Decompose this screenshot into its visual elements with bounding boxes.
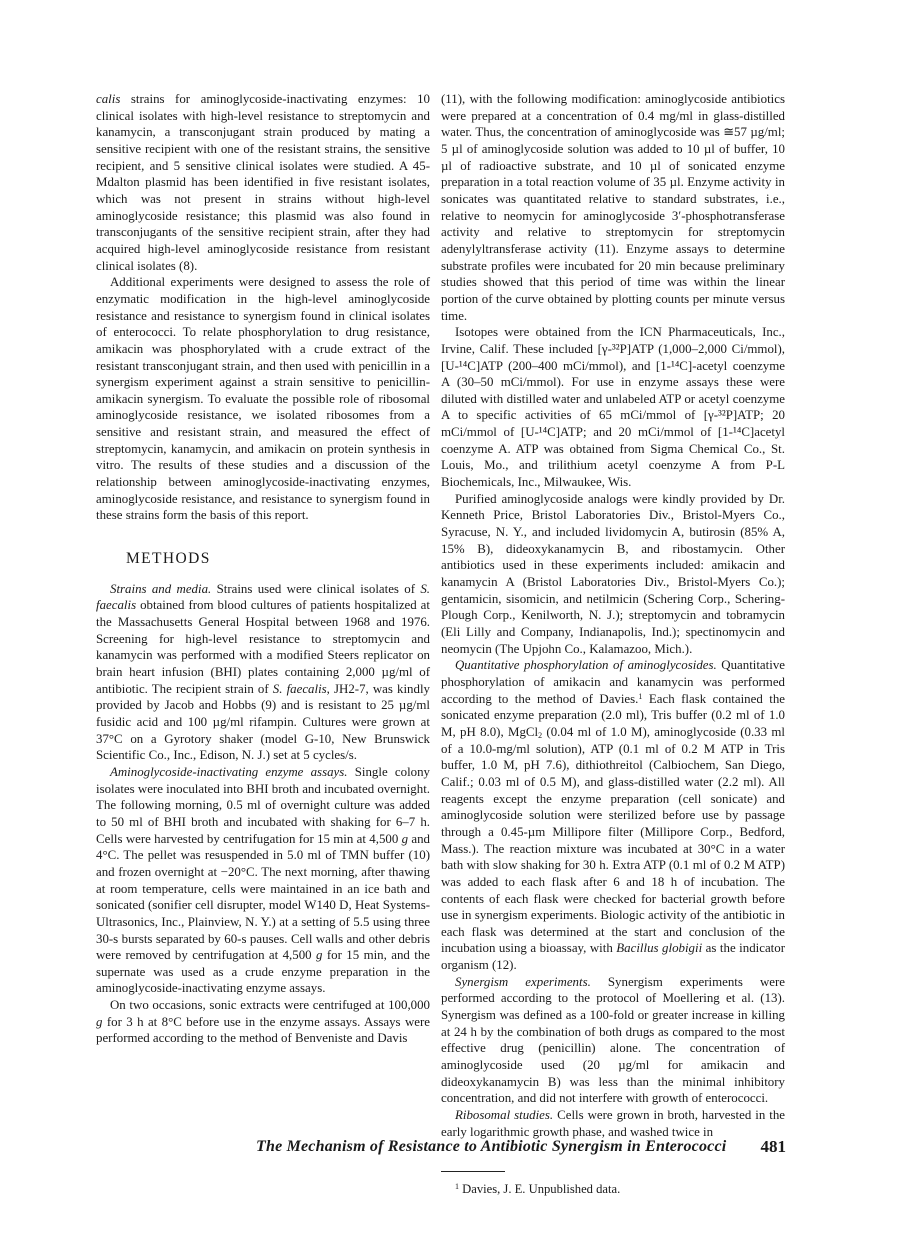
subsection-title-quantitative: Quantitative phosphorylation of aminoglycosides. (455, 658, 717, 673)
footnote: $^1$ Davies, J. E. Unpublished data. (455, 1182, 621, 1197)
footnote-marker[interactable]: 1 (638, 691, 643, 701)
paragraph-intro-continued (96, 91, 430, 274)
paragraph-ribosomal-studies: Ribosomal studies. Cells were grown in broth, harvested in the early logarithmic growth phase, and washed twice in (441, 1108, 786, 1139)
footnote-divider (441, 1171, 505, 1172)
left-column (96, 91, 430, 1047)
intro-continued-text: strains for aminoglycoside-inactivating enzymes: 10 clinical isolates with high-level resistance to streptomycin and kanamycin, a transconjugant strain produced by mating a sensitive recipient with one of the resistant strains, the sensitive recipient, and 5 sensitive clinical isolates were studied. A 45-Mdalton plasmid has been identified in five resistant isolates, which was not present in strains without high-level aminoglycoside resistance; this plasmid was also found in transconjugants of the sensitive recipient strain, after they had acquired high-level aminoglycoside resistance from resistant clinical isolates (8). (96, 92, 430, 273)
paragraph-enzyme-assays: Aminoglycoside-inactivating enzyme assays. Single colony isolates were inoculated into BHI broth and incubated overnight. The following morning, 0.5 ml of overnight culture was added to 50 ml of BHI broth and incubated with shaking for 6–7 h. Cells were harvested by centrifugation for 15 min at 4,500 g and 4°C. The pellet was resuspended in 5.0 ml of TMN buffer (10) and frozen overnight at −20°C. The next morning, after thawing at room temperature, cells were maintained in an ice bath and sonicated (sonifier cell disrupter, model W140 D, Heat Systems-Ultrasonics, Inc., Plainview, N. Y.) at a setting of 5.5 using three 30-s bursts separated by 60-s pauses. Cell walls and other debris were removed by centrifugation at 4,500 g for 15 min, and the supernate was used as a crude enzyme preparation in the aminoglycoside-inactivating enzyme assays. (96, 764, 430, 996)
paragraph-two-occasions: On two occasions, sonic extracts were centrifuged at 100,000 g for 3 h at 8°C before use in the enzyme assays. Assays were performed according to the method of Benveniste and Davis (96, 998, 430, 1046)
paragraph-isotopes: Isotopes were obtained from the ICN Pharmaceuticals, Inc., Irvine, Calif. These included [γ-³²P]ATP (1,000–2,000 Ci/mmol), [U-¹⁴C]ATP (200–400 mCi/mmol), and [1-¹⁴C]-acetyl coenzyme A (30–50 mCi/mmol). For use in enzyme assays these were diluted with distilled water and unlabeled ATP or acetyl coenzyme A to specific activities of 65 mCi/mmol of [γ-³²P]ATP; 20 mCi/mmol of [U-¹⁴C]ATP; and 20 mCi/mmol of [1-¹⁴C]acetyl coenzyme A. ATP was obtained from Sigma Chemical Co., St. Louis, Mo., and trilithium acetyl coenzyme A from P-L Biochemicals, Inc., Milwaukee, Wis. (441, 325, 785, 490)
section-heading-methods: METHODS (126, 550, 211, 568)
page-number: 481 (760, 1137, 786, 1156)
subsection-title-strains: Strains and media. (110, 581, 212, 596)
running-title: The Mechanism of Resistance to Antibiotic Synergism in Enterococci (256, 1138, 727, 1155)
paragraph-strains-and-media: Strains and media. Strains used were clinical isolates of S. faecalis obtained from blood cultures of patients hospitalized at the Massachusetts General Hospital between 1968 and 1976. Screening for high-level resistance to streptomycin and kanamycin was performed with a modified Steers replicator on brain heart infusion (BHI) plates containing 2,000 µg/ml of antibiotic. The recipient strain of S. faecalis, JH2-7, was kindly provided by Jacob and Hobbs (9) and is resistant to 25 µg/ml fusidic acid and 100 µg/ml rifampin. Cultures were grown at 37°C on a Gyrotory shaker (model G-10, New Brunswick Scientific Co., Inc., Edison, N. J.) set at 5 cycles/s. (96, 581, 430, 763)
subsection-title-synergism: Synergism experiments. (455, 974, 591, 989)
italic-species-fragment: calis (96, 92, 121, 106)
paragraph-additional-experiments: Additional experiments were designed to assess the role of enzymatic modification in the high-level aminoglycoside resistance and resistance to synergism found in clinical isolates of enterococci. To relate phosphorylation to drug resistance, amikacin was phosphorylated with a crude extract of the resistant transconjugant strain, and then used with penicillin in a synergism experiment against a strain sensitive to penicillin-amikacin synergism. To evaluate the possible role of ribosomal aminoglycoside resistance, we isolated ribosomes from a sensitive and resistant strain, and measured the effect of streptomycin, kanamycin, and amikacin on protein synthesis in vitro. The results of these studies and a discussion of the relationship between aminoglycoside-inactivating enzymes, aminoglycoside resistance, and resistance to synergism found in these strains form the basis of this report. (96, 275, 430, 523)
paragraph-purified-analogs: Purified aminoglycoside analogs were kindly provided by Dr. Kenneth Price, Bristol Laboratories Div., Bristol-Myers Co., Syracuse, N. Y., and included lividomycin A, butirosin (85% A, 15% B), dideoxykanamycin B, and ribostamycin. Other antibiotics used in these experiments included: amikacin and kanamycin A (Bristol Laboratories Div., Bristol-Myers Co.); gentamicin, sisomicin, and netilmicin (Schering Corp., Schering-Plough Corp., Kenilworth, N. J.); streptomycin and tobramycin (Eli Lilly and Company, Indianapolis, Ind.); spectinomycin and neomycin (The Upjohn Co., Kalamazoo, Mich.). (441, 491, 785, 656)
page-footer (256, 1138, 786, 1156)
right-column (441, 91, 785, 1198)
subsection-title-ribosomal: Ribosomal studies. (455, 1108, 554, 1123)
paragraph-synergism-experiments: Synergism experiments. Synergism experiments were performed according to the protocol of Moellering et al. (13). Synergism was defined as a 100-fold or greater increase in killing at 24 h by the combination of both drugs as compared to the most effective drug (penicillin) alone. The concentration of aminoglycoside used (20 µg/ml for amikacin and dideoxykanamycin B) was less than the minimal inhibitory concentration, and did not interfere with growth of enterococci. (441, 974, 786, 1106)
subsection-title-enzyme-assays: Aminoglycoside-inactivating enzyme assays. (110, 764, 348, 779)
paragraph-quantitative-phosphorylation: Quantitative phosphorylation of aminoglycosides. Quantitative phosphorylation of amikacin and kanamycin was performed according to the method of Davies.$^1$ Each flask contained the sonicated enzyme preparation (2.0 ml), Tris buffer (0.2 ml of 1.0 M, pH 8.0), MgCl$_2$ (0.04 ml of 1.0 M), aminoglycoside (0.33 ml of a 10.0-mg/ml solution), ATP (0.1 ml of 0.2 M ATP in Tris buffer, 1.0 M, pH 7.6), dithiothreitol (Calbiochem, San Diego, Calif.; 0.03 ml of 0.5 M), and glass-distilled water (2.2 ml). All reagents except the enzyme preparation (cell sonicate) and aminoglycoside solution were sterilized before use by passage through a 0.45-µm Millipore filter (Millipore Corp., Bedford, Mass.). The reaction mixture was incubated at 30°C in a water bath with slow shaking for 30 h. Extra ATP (0.1 ml of 0.2 M ATP) was added to each flask after 6 and 18 h of incubation. The contents of each flask were checked for bacterial growth before use in synergism experiments. Biologic activity of the antibiotic in each flask was determined at the start and conclusion of the incubation using a bioassay, with Bacillus globigii as the indicator organism (12). (441, 658, 786, 973)
paragraph-assay-modification: (11), with the following modification: aminoglycoside antibiotics were prepared at a concentration of 0.4 mg/ml in glass-distilled water. Thus, the concentration of aminoglycoside was ≅57 µg/ml; 5 µl of aminoglycoside solution was added to 10 µl of buffer, 10 µl of radioactive substrate, and 10 µl of sonicated enzyme preparation in a total reaction volume of 35 µl. Enzyme activity in sonicates was quantitated relative to standard substrates, i.e., relative to neomycin for aminoglycoside 3′-phosphotransferase activity and relative to streptomycin for streptomycin adenylyltransferase activity (11). Enzyme assays to determine substrate profiles were incubated for 20 min because preliminary studies showed that this period of time was within the linear portion of the curve obtained by plotting counts per minute versus time. (441, 92, 785, 323)
